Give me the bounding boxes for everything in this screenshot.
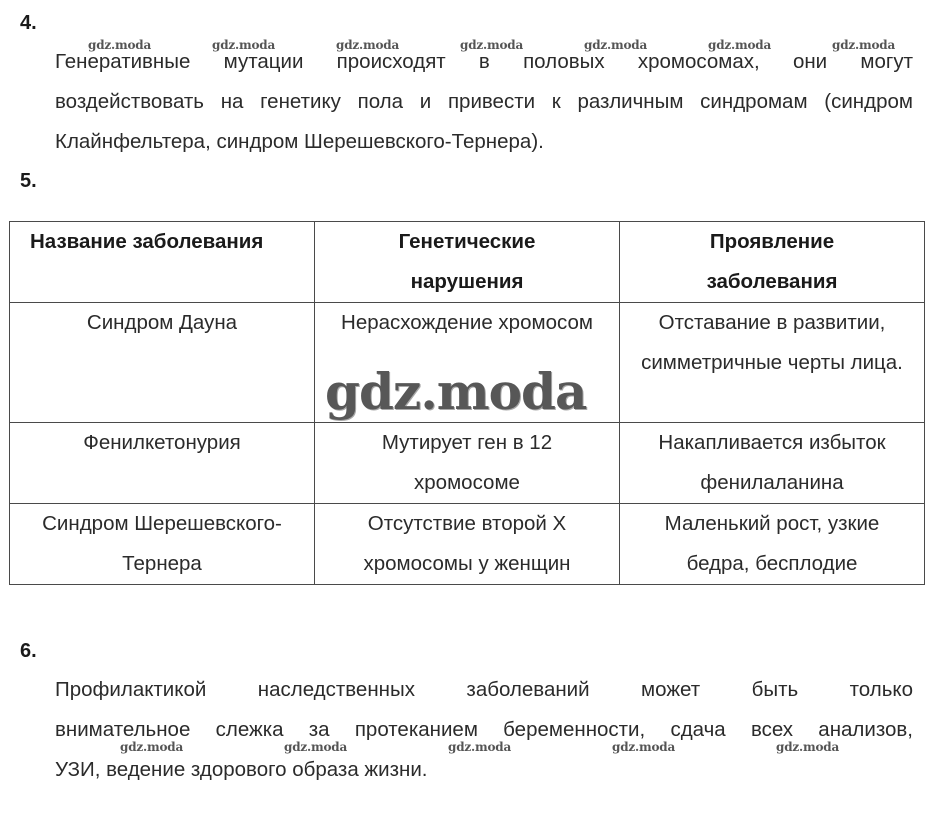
watermark: gdz.moda: [832, 38, 896, 52]
table-row: [10, 303, 925, 423]
watermark: gdz.moda: [284, 740, 348, 754]
table-cell: Синдром Дауна: [10, 303, 315, 423]
watermark: gdz.moda: [120, 740, 184, 754]
watermark: gdz.moda: [336, 38, 400, 52]
section-number-4: 4.: [20, 12, 37, 34]
table-cell: Нерасхождение хромосом: [315, 303, 620, 423]
table-cell: Отсутствие второй Х хромосомы у женщин: [315, 504, 620, 585]
paragraph-6: [55, 670, 913, 790]
watermark: gdz.moda: [612, 740, 676, 754]
paragraph-line: воздействовать на генетику пола и привести к различным синдромам (синдром: [55, 90, 913, 113]
section-number-6: 6.: [20, 640, 37, 662]
watermark: gdz.moda: [776, 740, 840, 754]
paragraph-line: Генеративные мутации происходят в половых хромосомах, они могут: [55, 50, 913, 73]
paragraph-4: [55, 42, 913, 162]
table-cell: Мутирует ген в 12 хромосоме: [315, 423, 620, 504]
watermark: gdz.moda: [88, 38, 152, 52]
table-cell: Маленький рост, узкие бедра, бесплодие: [620, 504, 925, 585]
table-cell: Фенилкетонурия: [10, 423, 315, 504]
table-header-cell: Название заболевания: [10, 222, 315, 303]
table-row: [10, 504, 925, 585]
table-cell: Отставание в развитии, симметричные черты лица.: [620, 303, 925, 423]
section-number-5: 5.: [20, 170, 37, 192]
table-header-cell: Проявление заболевания: [620, 222, 925, 303]
watermark: gdz.moda: [460, 38, 524, 52]
watermark: gdz.moda: [448, 740, 512, 754]
watermark: gdz.moda: [212, 38, 276, 52]
watermark-large: gdz.moda: [325, 362, 587, 421]
disease-table: [9, 221, 925, 585]
paragraph-line: Клайнфельтера, синдром Шерешевского-Тернера).: [55, 130, 544, 153]
watermark: gdz.moda: [584, 38, 648, 52]
paragraph-line: Профилактикой наследственных заболеваний может быть только: [55, 678, 913, 701]
paragraph-line: внимательное слежка за протеканием беременности, сдача всех анализов,: [55, 718, 913, 741]
table-row: [10, 423, 925, 504]
table-cell: Синдром Шерешевского-Тернера: [10, 504, 315, 585]
watermark: gdz.moda: [708, 38, 772, 52]
table-cell: Накапливается избыток фенилаланина: [620, 423, 925, 504]
table-header-row: [10, 222, 925, 303]
table-header-cell: Генетические нарушения: [315, 222, 620, 303]
paragraph-line: УЗИ, ведение здорового образа жизни.: [55, 758, 428, 781]
